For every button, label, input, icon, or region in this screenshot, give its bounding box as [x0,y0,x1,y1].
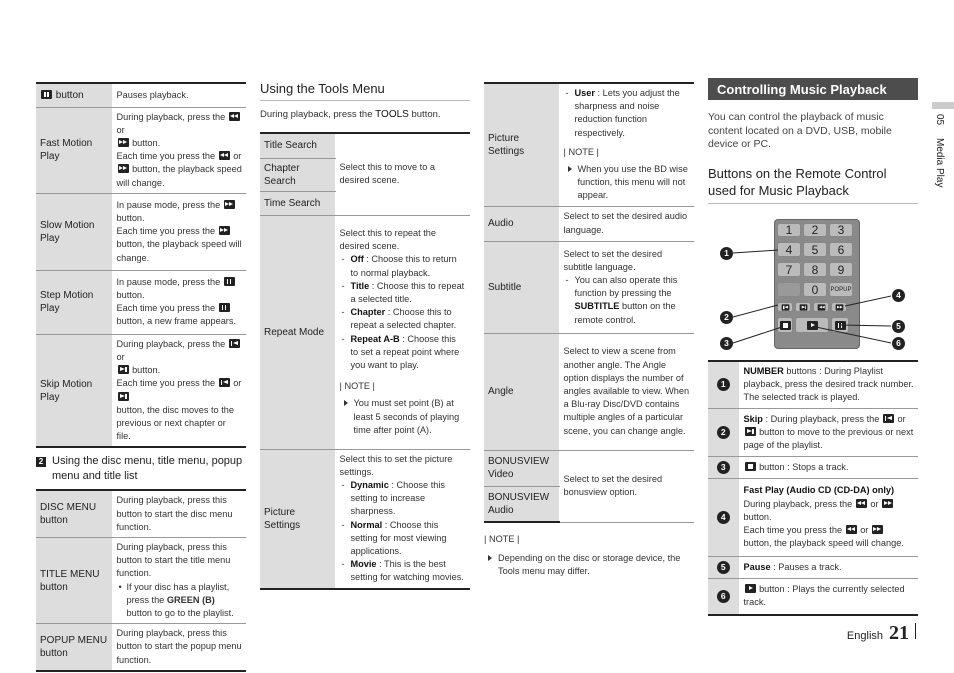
column-2 [260,81,470,590]
section-title-tools-menu: Using the Tools Menu [260,81,470,101]
footer-language: English [846,630,883,642]
table-row: Picture Settings Select this to set the picture settings. - Dynamic : Choose this setting to increase sharpness. - Normal : Choose this setting for most viewing applications. - Movie : This is the best setting for watching movies. [260,449,470,589]
remote-key-popup: POPUP [829,282,853,297]
section-title-music-playback: Controlling Music Playback [708,78,918,100]
table-row: Picture Settings - User : Lets you adjust the sharpness and noise reduction function respectively. | NOTE | When you use the BD wise function, this menu will not appear. [484,83,694,206]
remote-key-7: 7 [777,262,801,277]
remote-subtitle: Buttons on the Remote Control used for Music Playback [708,165,918,204]
pause-icon [41,90,52,99]
pause-icon [219,303,230,312]
skip-back-icon [219,378,230,387]
play-icon [745,584,756,593]
column-3 [484,82,694,578]
rewind-icon [219,151,230,160]
table-row: Skip Motion Play During playback, press the or button. Each time you press the or button, the disc moves to the previous or next chapter or file. [36,334,246,447]
table-row: Fast Motion Play During playback, press the or button. Each time you press the or button, the playback speed will change. [36,107,246,193]
remote-key-2: 2 [803,223,827,237]
footer-divider [915,623,916,639]
table-row: Audio Select to set the desired audio language. [484,206,694,241]
callout-lines [708,219,918,356]
column-1 [36,82,246,672]
table-row: Repeat Mode Select this to repeat the desired scene. - Off : Choose this to return to normal playback. - Title : Choose this to repeat a selected title. - Chapter : Choose this to repeat a selected chapter. - Repeat A-B : Choose this to set a repeat point where you want to play. | NOTE | You must set point (B) at least 5 seconds of playing time after point (A). [260,215,470,449]
rewind-icon [856,499,867,508]
fast-forward-icon [224,200,235,209]
remote-key-5: 5 [803,242,827,257]
callout-6: 6 [892,337,905,350]
skip-forward-icon [745,427,756,436]
remote-key-1: 1 [777,223,801,237]
rewind-icon [846,525,857,534]
skip-forward-icon [118,392,129,401]
skip-back-icon [883,414,894,423]
table-row: Slow Motion Play In pause mode, press the button. Each time you press the button, the playback speed will change. [36,193,246,270]
chapter-number: 05 [934,114,945,126]
tools-intro: During playback, press the TOOLS button. [260,109,441,120]
callout-1: 1 [720,247,733,260]
pause-icon [224,277,235,286]
step-heading: 2 Using the disc menu, title menu, popup menu and title list [36,454,246,484]
table-row: 6 button : Plays the currently selected track. [708,579,918,615]
callout-3: 3 [720,337,733,350]
fast-forward-icon [118,138,129,147]
menu-buttons-table [36,489,246,671]
fast-forward-icon [872,525,883,534]
remote-key-4: 4 [777,242,801,257]
table-row: button Pauses playback. [36,83,246,107]
table-row: Time Search [260,191,470,215]
table-row: 5 Pause : Pauses a track. [708,557,918,579]
table-row: DISC MENU button During playback, press this button to start the disc menu function. [36,490,246,537]
playback-controls-table [36,82,246,448]
remote-key-9: 9 [829,262,853,277]
page-number: 21 [889,622,909,644]
column-4 [708,78,918,616]
table-row: Title Search Select this to move to a desired scene. [260,133,470,158]
page-footer [847,622,916,645]
fast-forward-icon [219,226,230,235]
table-row: 3 button : Stops a track. [708,457,918,479]
remote-key-6: 6 [829,242,853,257]
table-row: TITLE MENU button During playback, press this button to start the title menu function. • If your disc has a playlist, press the GREEN (B) button to go to the playlist. [36,537,246,623]
table-row: 1 NUMBER buttons : During Playlist playback, press the desired track number. The selected track is played. [708,361,918,409]
table-row: Chapter Search [260,158,470,191]
remote-control-illustration [708,219,918,356]
callout-5: 5 [892,320,905,333]
skip-back-icon [229,339,240,348]
chapter-label: Media Play [934,138,945,188]
table-row: 2 Skip : During playback, press the or button to move to the previous or next page of the playlist. [708,409,918,457]
table-row: BONUSVIEW Audio [484,486,694,522]
table-row: 4 Fast Play (Audio CD (CD-DA) only) During playback, press the or button. Each time you press the or button, the playback speed will change. [708,479,918,557]
skip-forward-icon [118,365,129,374]
table-row: POPUP MENU button During playback, press this button to start the popup menu function. [36,624,246,671]
table-row: BONUSVIEW Video Select to set the desired bonusview option. [484,450,694,486]
remote-key-8: 8 [803,262,827,277]
table-row: Subtitle Select to set the desired subtitle language. - You can also operate this function by pressing the SUBTITLE button on the remote control. [484,241,694,333]
callout-4: 4 [892,289,905,302]
music-intro: You can control the playback of music content located on a DVD, USB, mobile device or PC. [708,111,892,150]
remote-key-3: 3 [829,223,853,237]
chapter-side-tab [932,102,954,109]
music-buttons-table [708,360,918,616]
fast-forward-icon [118,164,129,173]
table-row: Angle Select to view a scene from another angle. The Angle option displays the number of angles available to view. When a Blu-ray Disc/DVD contains multiple angles of a particular scene, you can change angle. [484,333,694,450]
tools-table-continued [484,82,694,523]
callout-2: 2 [720,311,733,324]
fast-forward-icon [882,499,893,508]
stop-icon [745,462,756,471]
rewind-icon [229,112,240,121]
tools-note: | NOTE | Depending on the disc or storage device, the Tools menu may differ. [484,533,694,578]
remote-key-0: 0 [803,282,827,297]
tools-table [260,132,470,590]
table-row: Step Motion Play In pause mode, press the button. Each time you press the button, a new frame appears. [36,270,246,334]
